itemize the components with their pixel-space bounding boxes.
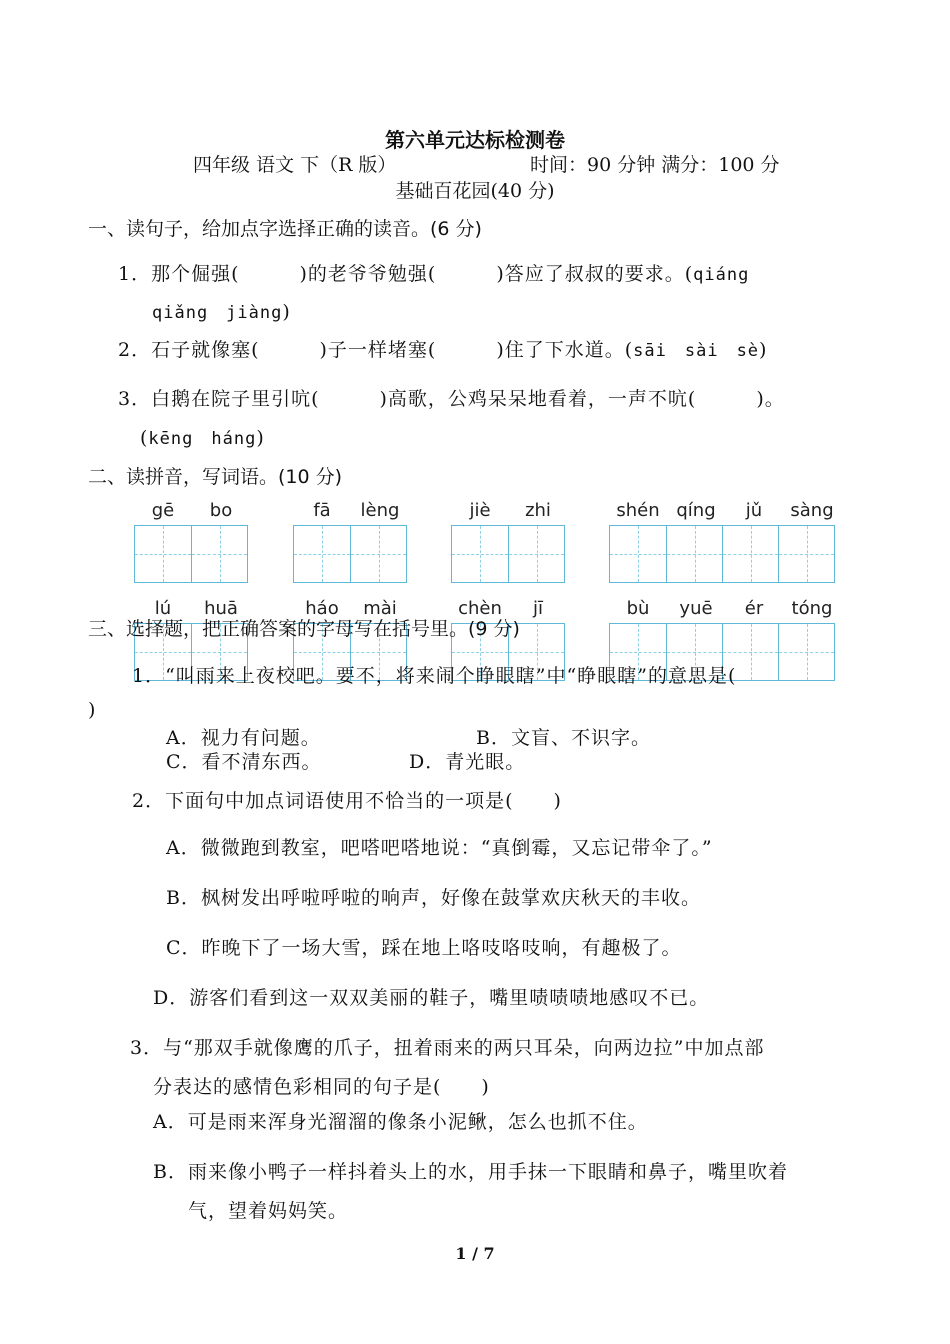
s1-q3-close: ): [256, 427, 265, 449]
pinyin-label: bo: [209, 500, 233, 521]
pinyin-label: fā: [313, 500, 331, 521]
pinyin-label: tóng: [791, 598, 833, 619]
pinyin-label: ér: [744, 598, 764, 619]
page-title: 第六单元达标检测卷: [385, 128, 565, 152]
writing-grid-3[interactable]: [451, 525, 565, 583]
s1-q3: 3．白鹅在院子里引吭( )高歌，公鸡呆呆地看着，一声不吭( )。: [118, 388, 785, 410]
pinyin-label: huā: [204, 598, 238, 619]
s1-q3-cont: [140, 424, 265, 449]
s3-q3-stem-1: 3．与“那双手就像鹰的爪子，扭着雨来的两只耳朵，向两边拉”中加点部: [130, 1037, 765, 1059]
s1-q1: [118, 259, 749, 286]
s3-q2-option-a: A．微微跑到教室，吧嗒吧嗒地说：“真倒霉，又忘记带伞了。”: [166, 837, 713, 859]
s1-q2-pinyin: sāi sài sè: [633, 341, 760, 361]
s3-q3-stem-2: 分表达的感情色彩相同的句子是( ): [153, 1076, 490, 1098]
s1-q2-close: ): [759, 339, 768, 361]
s3-q1-option-d: D．青光眼。: [409, 751, 526, 773]
pinyin-label: jī: [532, 598, 543, 619]
writing-grid-2[interactable]: [293, 525, 407, 583]
s1-q1-pinyin2: qiǎng jiàng: [152, 303, 283, 323]
pinyin-label: shén: [616, 500, 660, 521]
s3-q1-option-c: C．看不清东西。: [166, 751, 322, 773]
section3-heading: 三、选择题，把正确答案的字母写在括号里。(9 分): [88, 618, 520, 640]
pinyin-label: sàng: [790, 500, 834, 521]
s1-q1-pinyin1: qiáng: [693, 265, 750, 285]
s3-q1-option-b: B．文盲、不识字。: [476, 727, 651, 749]
section2-heading: 二、读拼音，写词语。(10 分): [88, 466, 343, 488]
s1-q1-close: ): [282, 301, 291, 323]
pinyin-label: qíng: [676, 500, 716, 521]
pinyin-label: mài: [363, 598, 397, 619]
s3-q1-close: ): [88, 699, 97, 721]
s1-q1-text: 1．那个倔强( )的老爷爷勉强( )答应了叔叔的要求。(: [118, 263, 694, 285]
s1-q3-pinyin: kēng háng: [148, 429, 257, 449]
pinyin-label: bù: [626, 598, 650, 619]
part-heading: 基础百花园(40 分): [395, 180, 555, 202]
s3-q3-option-a: A．可是雨来浑身光溜溜的像条小泥鳅，怎么也抓不住。: [153, 1111, 648, 1133]
s3-q2-option-d: D．游客们看到这一双双美丽的鞋子，嘴里啧啧啧地感叹不已。: [153, 987, 710, 1009]
pinyin-label: jǔ: [745, 500, 763, 521]
s1-q2: [118, 335, 767, 362]
s3-q3-option-b-cont: 气，望着妈妈笑。: [188, 1200, 349, 1222]
s3-q3-option-b: B．雨来像小鸭子一样抖着头上的水，用手抹一下眼睛和鼻子，嘴里吹着: [153, 1161, 788, 1183]
grade-label: 四年级 语文 下（R 版）: [193, 154, 397, 176]
writing-grid-4[interactable]: [609, 525, 835, 583]
pinyin-label: jiè: [469, 500, 491, 521]
s3-q2-stem: 2．下面句中加点词语使用不恰当的一项是( ): [132, 790, 562, 812]
s3-q1-stem: 1．“叫雨来上夜校吧。要不，将来闹个睁眼瞎”中“睁眼瞎”的意思是(: [132, 665, 737, 687]
s3-q2-option-c: C．昨晚下了一场大雪，踩在地上咯吱咯吱响，有趣极了。: [166, 937, 682, 959]
s1-q1-cont: [152, 298, 291, 323]
writing-grid-1[interactable]: [134, 525, 248, 583]
s3-q2-option-b: B．枫树发出呼啦呼啦的响声，好像在鼓掌欢庆秋天的丰收。: [166, 887, 701, 909]
s1-q2-text: 2．石子就像塞( )子一样堵塞( )住了下水道。(: [118, 339, 634, 361]
pinyin-label: lú: [154, 598, 172, 619]
pinyin-label: lèng: [360, 500, 400, 521]
pinyin-label: yuē: [679, 598, 713, 619]
pinyin-label: háo: [305, 598, 339, 619]
section1-heading: 一、读句子，给加点字选择正确的读音。(6 分): [88, 218, 482, 240]
s3-q1-option-a: A．视力有问题。: [166, 727, 321, 749]
page-number: 1 / 7: [455, 1244, 495, 1263]
time-score-label: 时间：90 分钟 满分：100 分: [530, 154, 780, 176]
pinyin-label: zhi: [525, 500, 551, 521]
pinyin-label: chèn: [458, 598, 502, 619]
s1-q3-open: (: [140, 427, 149, 449]
pinyin-label: gē: [151, 500, 175, 521]
